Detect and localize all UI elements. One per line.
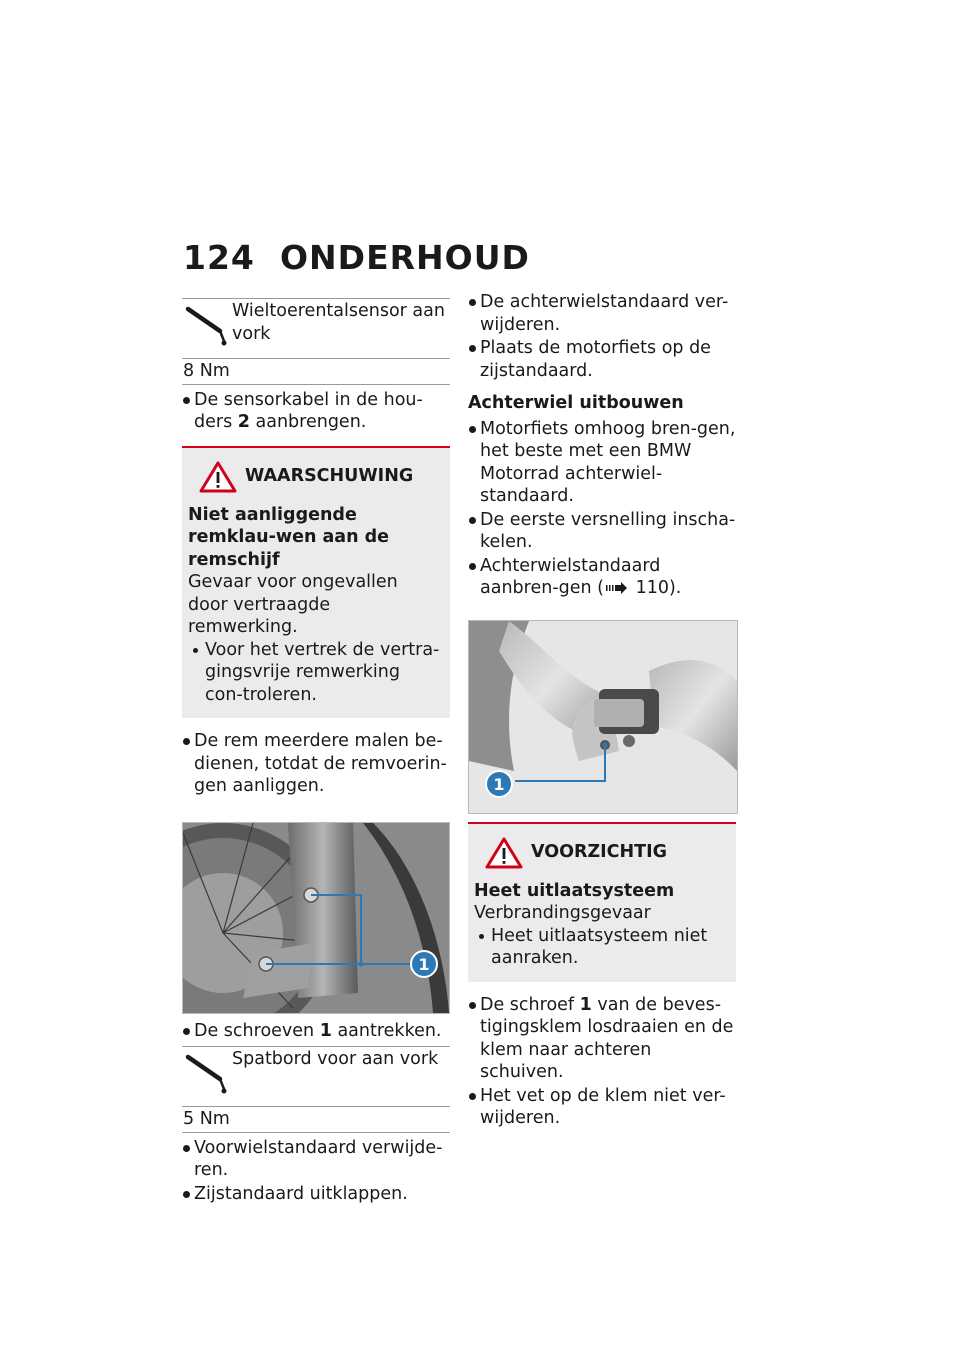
step-sensor-cable: De sensorkabel in de hou-ders 2 aanbrengen. [182,389,450,434]
exhaust-clamp-photo [468,620,738,814]
step-remove-front-stand: Voorwielstandaard verwijde-ren. [182,1137,450,1182]
step-first-gear: De eerste versnelling inscha-kelen. [468,509,736,554]
torque-table-fender [182,1046,450,1133]
torque-value: 8 Nm [182,359,450,385]
step-side-stand: Zijstandaard uitklappen. [182,1183,450,1206]
warning-label: WAARSCHUWING [245,466,414,487]
caution-title: Heet uitlaatsysteem [474,880,675,901]
caution-text: Verbrandingsgevaar [474,903,651,923]
caution-box [468,822,736,982]
chapter-title: ONDERHOUD [280,238,530,277]
page-reference: 110 [635,578,669,598]
step-side-stand-place: Plaats de motorfiets op de zijstandaard. [468,337,736,382]
warning-title: Niet aanliggende remklau-wen aan de remschijf [188,504,390,570]
page-reference-arrow-icon [606,582,628,594]
torque-description: Wieltoerentalsensor aan vork [232,301,445,344]
reference-number: 2 [237,412,250,432]
right-column [468,290,736,1131]
page-number: 124 [183,238,255,277]
step-brake: De rem meerdere malen be-dienen, totdat de remvoerin-gen aanliggen. [182,730,450,798]
torque-wrench-icon [182,299,232,358]
warning-triangle-icon [198,460,238,494]
caution-label: VOORZICHTIG [531,842,667,863]
step-tighten-screws: De schroeven 1 aantrekken. [182,1020,450,1043]
step-remove-rear-stand: De achterwielstandaard ver-wijderen. [468,291,736,336]
torque-description: Spatbord voor aan vork [232,1049,439,1069]
warning-triangle-icon [484,836,524,870]
figure-callout-number: 1 [493,774,505,794]
step-keep-grease: Het vet op de klem niet ver-wijderen. [468,1085,736,1130]
figure-callout-number: 1 [418,954,430,974]
torque-value: 5 Nm [182,1107,450,1133]
reference-number: 1 [579,994,592,1015]
section-heading: Achterwiel uitbouwen [468,393,684,413]
left-column [182,298,450,1206]
warning-text: Gevaar voor ongevallen door vertraagde remwerking. [188,572,398,637]
torque-wrench-icon [182,1047,232,1106]
warning-item: Voor het vertrek de vertra-gingsvrije remwerking con-troleren. [188,639,442,707]
step-loosen-screw: De schroef 1 van de beves-tigingsklem losdraaien en de klem naar achteren schuiven. [468,994,736,1084]
step-lift-motorcycle: Motorfiets omhoog bren-gen, het beste met een BMW Motorrad achterwiel-standaard. [468,418,736,508]
front-fork-photo [182,822,450,1014]
caution-item: Heet uitlaatsysteem niet aanraken. [474,925,728,970]
torque-table-wheel-sensor [182,298,450,385]
warning-box [182,446,450,719]
step-mount-rear-stand: Achterwielstandaard aanbren-gen ( 110). [468,555,736,600]
reference-number: 1 [319,1020,332,1041]
